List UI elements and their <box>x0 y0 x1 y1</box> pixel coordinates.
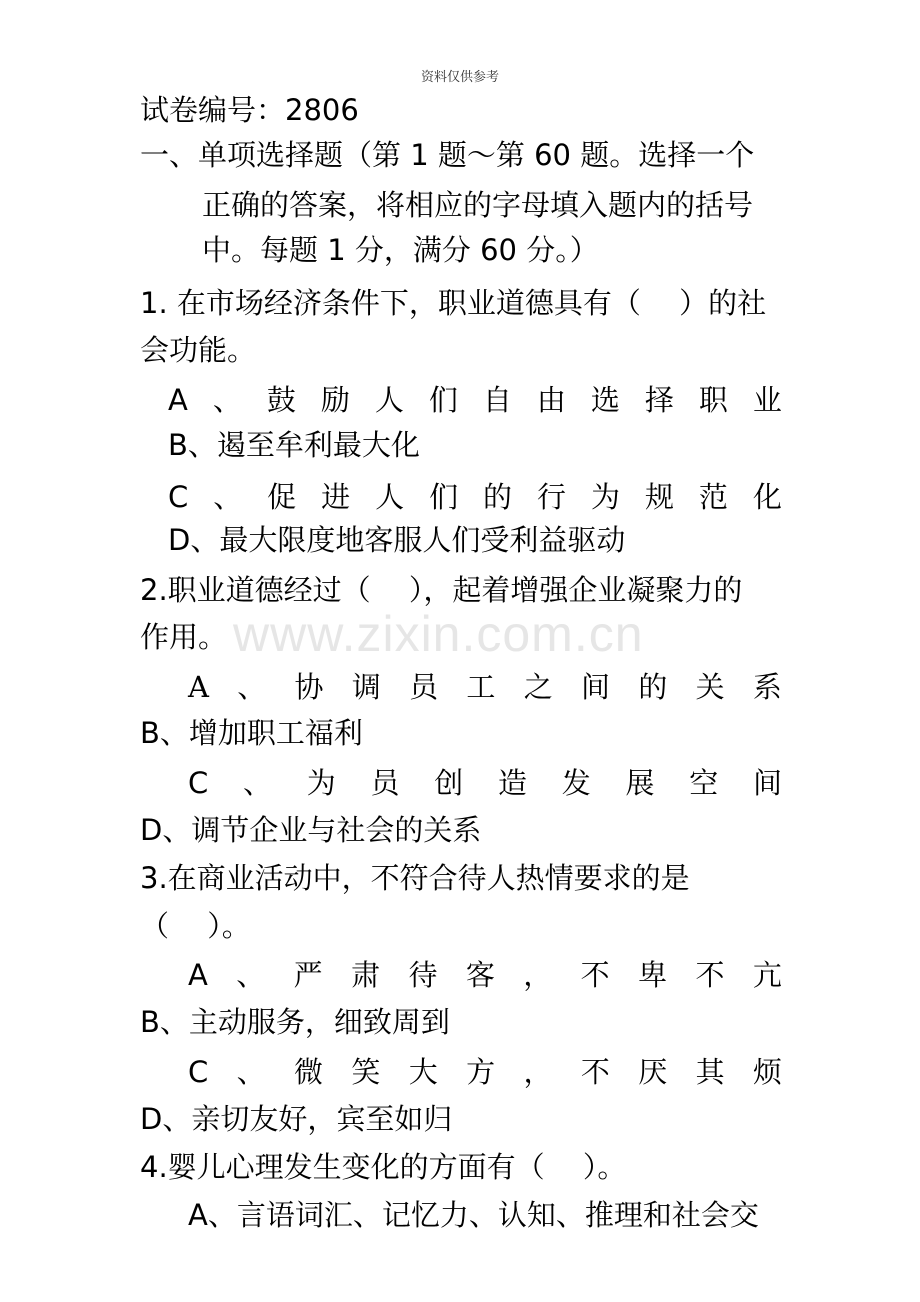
option-glyph: 发 <box>561 766 591 800</box>
option-glyph: C <box>188 766 209 800</box>
question-3-option-c <box>188 1052 782 1092</box>
option-glyph: 不 <box>695 958 725 992</box>
question-2-option-c <box>188 763 782 803</box>
option-glyph: 、 <box>236 1055 266 1089</box>
option-glyph: 促 <box>267 480 297 514</box>
option-glyph: 员 <box>409 670 439 704</box>
option-glyph: 规 <box>644 480 674 514</box>
watermark: www.zixin.com.cn <box>233 606 644 662</box>
option-glyph: 厌 <box>638 1055 668 1089</box>
question-1-option-c <box>168 477 782 517</box>
option-glyph: C <box>168 480 189 514</box>
option-glyph: 由 <box>536 383 566 417</box>
option-glyph: 亢 <box>752 958 782 992</box>
option-glyph: 系 <box>752 670 782 704</box>
option-glyph: 不 <box>580 958 610 992</box>
option-glyph: 、 <box>237 670 267 704</box>
option-glyph: 自 <box>482 383 512 417</box>
option-glyph: 行 <box>537 480 567 514</box>
option-glyph: ， <box>523 1055 553 1089</box>
option-glyph: 笑 <box>351 1055 381 1089</box>
option-glyph: 协 <box>294 670 324 704</box>
option-glyph: 们 <box>428 383 458 417</box>
option-glyph: 烦 <box>752 1055 782 1089</box>
question-4-option-a: A、言语词汇、记忆力、认知、推理和社会交 <box>188 1198 759 1232</box>
question-3-stem-line-2: （ ）。 <box>140 909 251 943</box>
option-glyph: 造 <box>497 766 527 800</box>
question-2-option-a <box>188 667 782 707</box>
section-heading-line-1: 一、单项选择题（第 1 题～第 60 题。选择一个 <box>140 138 755 172</box>
option-glyph: 展 <box>625 766 655 800</box>
option-glyph: 间 <box>752 766 782 800</box>
option-glyph: 严 <box>293 958 323 992</box>
question-2-stem-line-1: 2.职业道德经过（ ），起着增强企业凝聚力的 <box>140 573 743 607</box>
option-glyph: 调 <box>351 670 381 704</box>
question-2-option-b: B、增加职工福利 <box>140 716 363 750</box>
question-1-option-d: D、最大限度地客服人们受利益驱动 <box>168 523 626 557</box>
option-glyph: A <box>188 958 208 992</box>
option-glyph: 微 <box>293 1055 323 1089</box>
option-glyph: ， <box>523 958 553 992</box>
option-glyph: 间 <box>581 670 611 704</box>
option-glyph: 工 <box>466 670 496 704</box>
question-3-option-b: B、主动服务，细致周到 <box>140 1005 450 1039</box>
option-glyph: 择 <box>644 383 674 417</box>
question-3-option-d: D、亲切友好，宾至如归 <box>140 1102 453 1136</box>
option-glyph: 人 <box>375 480 405 514</box>
option-glyph: 员 <box>370 766 400 800</box>
option-glyph: 客 <box>465 958 495 992</box>
option-glyph: 业 <box>752 383 782 417</box>
option-glyph: 创 <box>434 766 464 800</box>
exam-code: 试卷编号：2806 <box>140 93 359 127</box>
option-glyph: 方 <box>466 1055 496 1089</box>
section-heading-line-2: 正确的答案，将相应的字母填入题内的括号 <box>202 188 754 222</box>
option-glyph: 人 <box>374 383 404 417</box>
option-glyph: 鼓 <box>266 383 296 417</box>
option-glyph: 大 <box>408 1055 438 1089</box>
option-glyph: 卑 <box>638 958 668 992</box>
option-glyph: 不 <box>580 1055 610 1089</box>
option-glyph: 励 <box>320 383 350 417</box>
option-glyph: 待 <box>408 958 438 992</box>
question-1-option-a <box>168 380 782 420</box>
question-1-stem-line-1: 1. 在市场经济条件下，职业道德具有（ ）的社 <box>140 286 767 320</box>
option-glyph: 其 <box>695 1055 725 1089</box>
question-1-option-b: B、遏至牟利最大化 <box>168 428 420 462</box>
question-2-stem-line-2: 作用。 <box>140 620 228 654</box>
option-glyph: 职 <box>698 383 728 417</box>
option-glyph: A <box>168 383 188 417</box>
option-glyph: 化 <box>752 480 782 514</box>
option-glyph: 选 <box>590 383 620 417</box>
question-1-stem-line-2: 会功能。 <box>140 333 257 367</box>
question-2-option-d: D、调节企业与社会的关系 <box>140 813 482 847</box>
option-glyph: 之 <box>523 670 553 704</box>
option-glyph: 肃 <box>351 958 381 992</box>
option-glyph: 、 <box>212 383 242 417</box>
option-glyph: 的 <box>483 480 513 514</box>
option-glyph: 们 <box>429 480 459 514</box>
option-glyph: 、 <box>236 958 266 992</box>
option-glyph: 为 <box>590 480 620 514</box>
option-glyph: 、 <box>213 480 243 514</box>
section-heading-line-3: 中。每题 1 分，满分 60 分。） <box>202 233 599 267</box>
page-header-note: 资料仅供参考 <box>420 70 499 85</box>
option-glyph: 、 <box>242 766 272 800</box>
option-glyph: 范 <box>698 480 728 514</box>
option-glyph: 关 <box>695 670 725 704</box>
option-glyph: A <box>188 670 209 704</box>
option-glyph: C <box>188 1055 209 1089</box>
option-glyph: 的 <box>638 670 668 704</box>
option-glyph: 进 <box>321 480 351 514</box>
question-3-option-a <box>188 955 782 995</box>
option-glyph: 空 <box>689 766 719 800</box>
question-3-stem-line-1: 3.在商业活动中，不符合待人热情要求的是 <box>140 861 690 895</box>
option-glyph: 为 <box>306 766 336 800</box>
question-4-stem-line-1: 4.婴儿心理发生变化的方面有（ ）。 <box>140 1150 627 1184</box>
